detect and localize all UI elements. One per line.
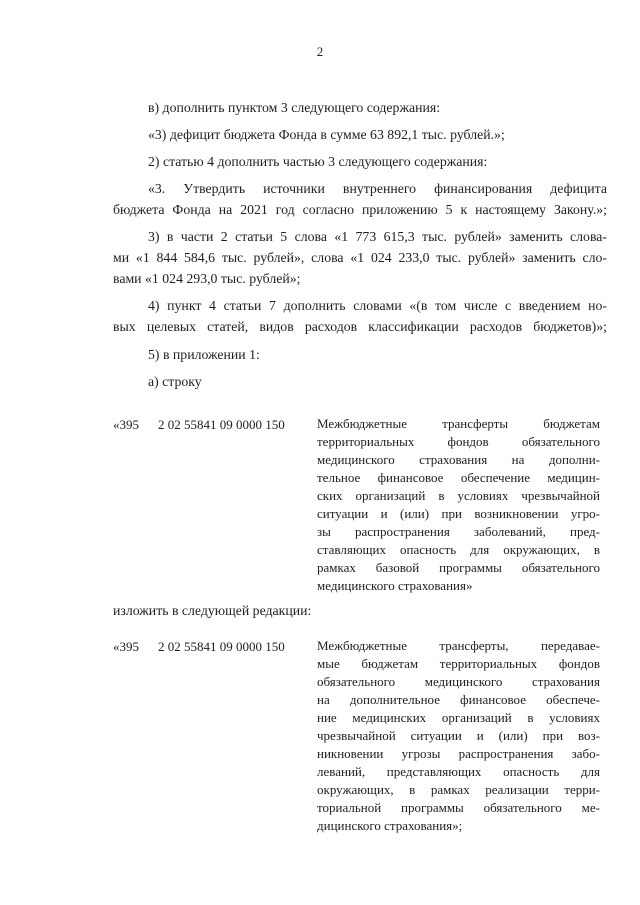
old-row-line: зы распространения заболеваний, пред- — [317, 524, 600, 539]
old-row-code: «395 — [113, 417, 139, 432]
paragraph-item-2: 2) статью 4 дополнить частью 3 следующего содержания: — [148, 154, 488, 169]
paragraph-item-3-line-3: вами «1 024 293,0 тыс. рублей»; — [113, 271, 301, 286]
old-row-line: ских организаций в условиях чрезвычайной — [317, 488, 600, 503]
old-row-line: медицинского страхования на дополни- — [317, 452, 600, 467]
paragraph-item-3-line-2: ми «1 844 584,6 тыс. рублей», слова «1 024 233,0 тыс. рублей» заменить сло- — [113, 250, 607, 265]
paragraph-item-a: а) строку — [148, 374, 202, 389]
new-row-kbk: 2 02 55841 09 0000 150 — [158, 639, 285, 654]
old-row-kbk: 2 02 55841 09 0000 150 — [158, 417, 285, 432]
new-row-line: никновении угрозы распространения забо- — [317, 746, 600, 761]
old-row-line: ставляющих опасность для окружающих, в — [317, 542, 600, 557]
new-row-line: на дополнительное финансовое обеспече- — [317, 692, 600, 707]
new-row-description — [317, 637, 600, 835]
old-row-line: территориальных фондов обязательного — [317, 434, 600, 449]
old-row-line: медицинского страхования» — [317, 578, 473, 593]
old-row-line: тельное финансовое обеспечение медицин- — [317, 470, 600, 485]
new-row-line: Межбюджетные трансферты, передавае- — [317, 638, 600, 653]
new-row-line: леваний, представляющих опасность для — [317, 764, 600, 779]
paragraph-item-5: 5) в приложении 1: — [148, 347, 260, 362]
paragraph-sources-line-2: бюджета Фонда на 2021 год согласно приложению 5 к настоящему Закону.»; — [113, 202, 607, 217]
new-row-line: дицинского страхования»; — [317, 818, 463, 833]
new-row-line: мые бюджетам территориальных фондов — [317, 656, 600, 671]
paragraph-deficit: «3) дефицит бюджета Фонда в сумме 63 892,1 тыс. рублей.»; — [148, 127, 505, 142]
old-row-line: ситуации и (или) при возникновении угро- — [317, 506, 600, 521]
new-row-line: обязательного медицинского страхования — [317, 674, 600, 689]
paragraph-item-v: в) дополнить пунктом 3 следующего содержания: — [148, 100, 441, 115]
old-row-description — [317, 415, 600, 595]
new-row-line: ториальной программы обязательного ме- — [317, 800, 600, 815]
old-row-line: Межбюджетные трансферты бюджетам — [317, 416, 600, 431]
paragraph-sources-line-1: «3. Утвердить источники внутреннего финансирования дефицита — [148, 181, 607, 196]
new-row-line: чрезвычайной ситуации и (или) при воз- — [317, 728, 600, 743]
new-row-line: ние медицинских организаций в условиях — [317, 710, 600, 725]
paragraph-item-4-line-2: вых целевых статей, видов расходов классификации расходов бюджетов)»; — [113, 319, 607, 334]
page-number: 2 — [316, 44, 324, 59]
old-row-line: рамках базовой программы обязательного — [317, 560, 600, 575]
paragraph-new-edition: изложить в следующей редакции: — [113, 603, 312, 618]
new-row-line: окружающих, в рамках реализации терри- — [317, 782, 600, 797]
paragraph-item-3-line-1: 3) в части 2 статьи 5 слова «1 773 615,3 тыс. рублей» заменить слова- — [148, 229, 607, 244]
new-row-code: «395 — [113, 639, 139, 654]
paragraph-item-4-line-1: 4) пункт 4 статьи 7 дополнить словами «(в том числе с введением но- — [148, 298, 607, 313]
